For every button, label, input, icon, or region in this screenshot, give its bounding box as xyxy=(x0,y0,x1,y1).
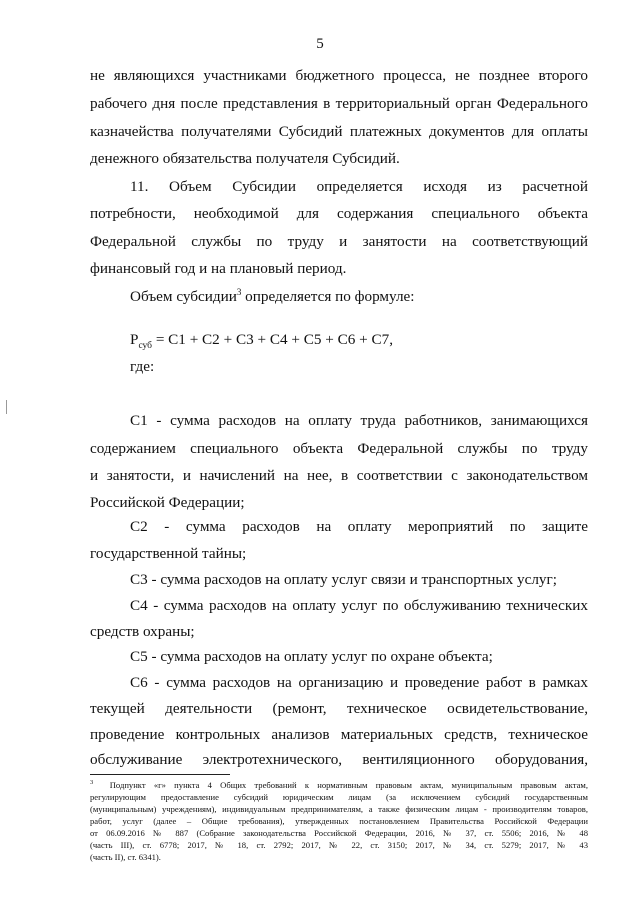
def-line: текущей деятельности (ремонт, техническое освидетельствование, xyxy=(90,700,588,717)
footnote-ref: 3 xyxy=(236,286,242,297)
formula-symbol: P xyxy=(130,331,139,348)
footnote-marker: 3 xyxy=(90,779,94,787)
formula-intro-text-end: определяется по формуле: xyxy=(241,288,415,305)
footnote-line: (муниципальным) учреждениям), индивидуальным предпринимателям, а также физическим лицам - производителям товаров, xyxy=(90,804,588,814)
section-11-line: 11. Объем Субсидии определяется исходя из расчетной xyxy=(130,178,588,195)
footnote-text: Подпункт «г» пункта 4 Общих требований к нормативным правовым актам, муниципальным правовым актам, xyxy=(109,780,589,790)
def-c6-line: C6 - сумма расходов на организацию и проведение работ в рамках xyxy=(130,674,588,691)
where-label: где: xyxy=(130,358,155,375)
body-line: денежного обязательства получателя Субсидий. xyxy=(90,150,400,167)
body-line: не являющихся участниками бюджетного процесса, не позднее второго xyxy=(90,67,588,84)
formula-intro xyxy=(130,288,415,306)
scan-edge-mark xyxy=(6,400,7,414)
body-line: потребности, необходимой для содержания специального объекта xyxy=(90,205,588,222)
def-c3-line: C3 - сумма расходов на оплату услуг связи и транспортных услуг; xyxy=(130,571,557,588)
footnote-line: (часть II), ст. 6341). xyxy=(90,852,161,862)
def-c2-line: C2 - сумма расходов на оплату мероприятий по защите xyxy=(130,518,588,535)
def-line: проведение контрольных анализов материальных средств, техническое xyxy=(90,726,588,743)
def-line: содержанием специального объекта Федеральной службы по труду xyxy=(90,440,588,457)
body-line: казначейства получателями Субсидий платежных документов для оплаты xyxy=(90,123,588,140)
def-c1-line: C1 - сумма расходов на оплату труда работников, занимающихся xyxy=(130,412,588,429)
footnote-line: (часть III), ст. 6778; 2017, № 18, ст. 2792; 2017, № 22, ст. 3150; 2017, № 34, ст. 5279; 2017, № 43 xyxy=(90,840,588,850)
def-c5-line: C5 - сумма расходов на оплату услуг по охране объекта; xyxy=(130,648,493,665)
footnote-line: от 06.09.2016 № 887 (Собрание законодательства Российской Федерации, 2016, № 37, ст. 5506; 2016, № 48 xyxy=(90,828,588,838)
formula-terms: = C1 + C2 + C3 + C4 + C5 + C6 + C7, xyxy=(152,331,393,348)
page-number: 5 xyxy=(316,36,324,52)
body-line: рабочего дня после представления в территориальный орган Федерального xyxy=(90,95,588,112)
footnote-line: работ, услуг (далее – Общие требования), утвержденных постановлением Правительства Российской Федерации xyxy=(90,816,588,826)
footnote-separator xyxy=(90,774,230,775)
def-c4-line: C4 - сумма расходов на оплату услуг по обслуживанию технических xyxy=(130,597,588,614)
def-line: Российской Федерации; xyxy=(90,494,245,511)
def-line: средств охраны; xyxy=(90,623,195,640)
formula xyxy=(130,331,393,352)
def-line: государственной тайны; xyxy=(90,545,247,562)
footnote-line: регулирующим предоставление субсидий юридическим лицам (за исключением субсидий государственным xyxy=(90,792,588,802)
def-line: и занятости, и начислений на нее, в соответствии с законодательством xyxy=(90,467,588,484)
body-line: Федеральной службы по труду и занятости на соответствующий xyxy=(90,233,588,250)
formula-intro-text: Объем субсидии xyxy=(130,288,237,305)
def-line: обслуживание электротехнического, вентиляционного оборудования, xyxy=(90,751,588,768)
formula-subscript: суб xyxy=(138,341,153,352)
footnote-line xyxy=(90,780,588,791)
body-line: финансовый год и на плановый период. xyxy=(90,260,347,277)
